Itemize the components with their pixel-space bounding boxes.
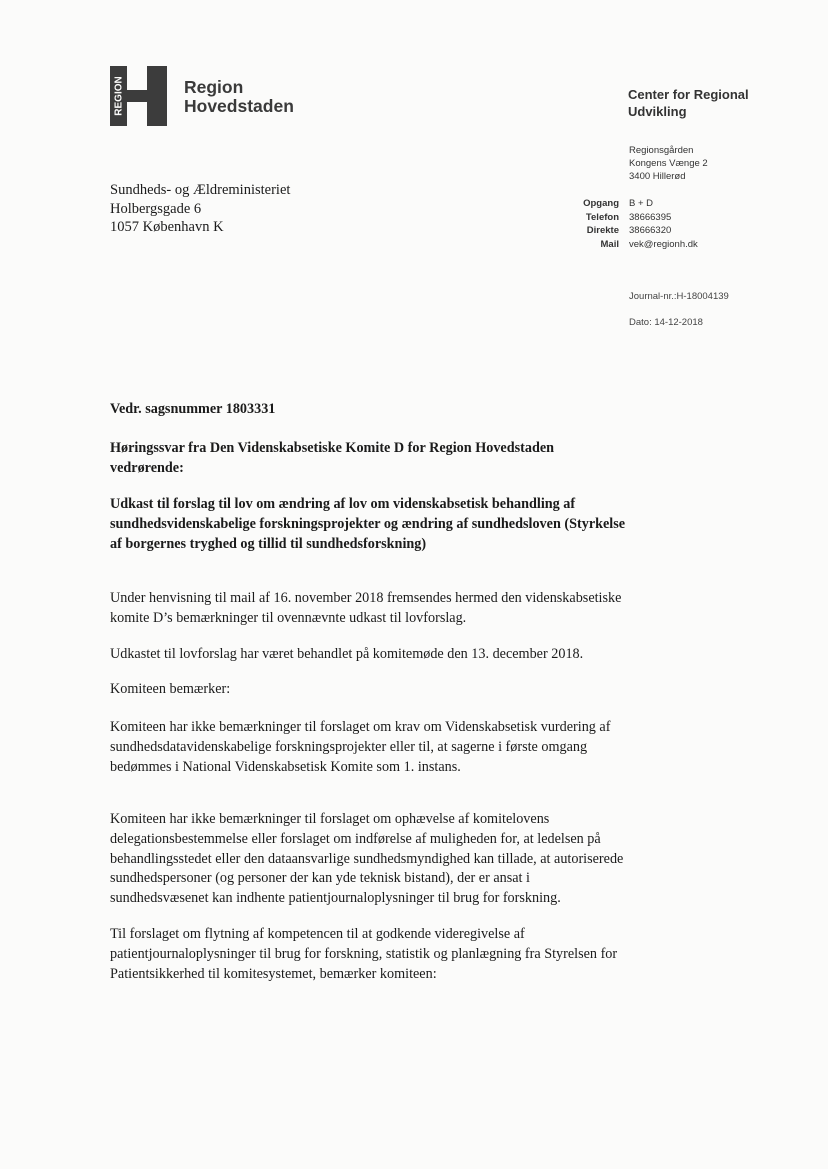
contact-email[interactable]: vek@regionh.dk (629, 238, 698, 250)
paragraph-5: Komiteen har ikke bemærkninger til forslaget om ophævelse af komitelovens delegationsbestemmelse eller forslaget om indførelse af muligheden for, at ledelsen på behandlingsstedet eller den dataansvarlige sundhedsmyndighed kan tillade, at autoriserede sundhedspersoner (og personer der kan yde teknisk bistand), der er ansat i sundhedsvæsenet kan indhente patientjournaloplysninger til brug for forskning. (110, 811, 624, 907)
contact-value: B + D (629, 198, 654, 209)
logo-name-line1: Region (184, 77, 244, 97)
contact-row-opgang (540, 197, 698, 211)
logo-name-line2: Hovedstaden (184, 96, 294, 116)
region-h-logo-icon (110, 66, 167, 126)
recipient-line3: 1057 København K (110, 219, 224, 235)
paragraph-3: Komiteen bemærker: (110, 681, 231, 697)
recipient-line2: Holbergsgade 6 (110, 200, 202, 217)
bill-title: Udkast til forslag til lov om ændring af lov om videnskabsetisk behandling af sundhedsvidenskabelige forskningsprojekter og ændring af sundhedsloven (Styrkelse af borgernes tryghed og tillid til sundhedsforskning) (110, 496, 626, 552)
department (628, 86, 749, 120)
paragraph-6: Til forslaget om flytning af kompetencen til at godkende videregivelse af patientjournaloplysninger til brug for forskning, statistik og planlægning fra Styrelsen for Patientsikkerhed til komitesystemet, bemærker komiteen: (110, 926, 618, 982)
journal-number: Journal-nr.:H-18004139 (629, 291, 729, 302)
department-line1: Center for Regional (628, 87, 749, 102)
paragraph-4: Komiteen har ikke bemærkninger til forslaget om krav om Videnskabsetisk vurdering af sundhedsdatavidenskabelige forskningsprojekter eller til, at sagerne i første omgang bedømmes i National Videnskabsetisk Komite som 1. instans. (110, 719, 611, 775)
subject-line: Høringssvar fra Den Videnskabsetiske Komite D for Region Hovedstaden vedrørende: (110, 440, 555, 476)
paragraph-2: Udkastet til lovforslag har været behandlet på komitemøde den 13. december 2018. (110, 646, 584, 662)
case-reference: Vedr. sagsnummer 1803331 (110, 401, 276, 417)
department-line2: Udvikling (628, 104, 687, 119)
contact-row-direkte (540, 224, 698, 238)
recipient-address (110, 181, 290, 237)
address-line3: 3400 Hillerød (629, 171, 686, 182)
letter-date: Dato: 14-12-2018 (629, 317, 703, 328)
contact-row-mail (540, 238, 698, 252)
logo-vertical-text: REGION (113, 76, 125, 116)
contact-label: Direkte (586, 225, 619, 236)
contact-label: Opgang (583, 198, 619, 209)
contact-label: Mail (600, 238, 619, 250)
region-logo (110, 66, 167, 126)
contact-block (540, 197, 698, 251)
address-line2: Kongens Vænge 2 (629, 158, 708, 169)
address-line1: Regionsgården (629, 145, 694, 156)
paragraph-1: Under henvisning til mail af 16. november 2018 fremsendes hermed den videnskabsetiske komite D’s bemærkninger til ovennævnte udkast til lovforslag. (110, 590, 622, 626)
logo-wordmark (184, 78, 294, 116)
sender-address (629, 144, 708, 183)
recipient-line1: Sundheds- og Ældreministeriet (110, 182, 291, 198)
contact-value: 38666395 (629, 211, 672, 223)
contact-value: 38666320 (629, 225, 672, 236)
contact-label: Telefon (585, 211, 619, 223)
contact-row-telefon (540, 211, 698, 225)
scan-edge-mark (0, 0, 20, 90)
